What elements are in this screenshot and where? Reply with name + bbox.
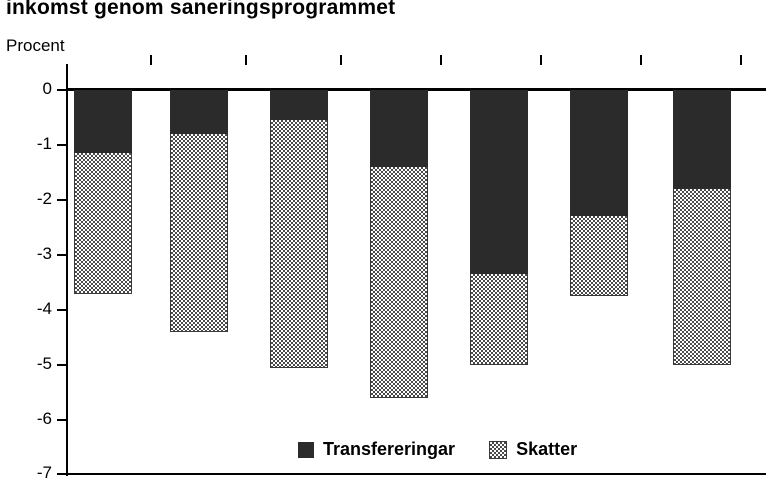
y-tick-mark (57, 309, 66, 311)
plot-area (36, 64, 766, 482)
bar-segment-skatter (370, 167, 428, 398)
legend-label: Transfereringar (323, 439, 456, 459)
y-axis-line (66, 64, 68, 476)
x-tick-mark (440, 55, 442, 65)
bar-segment-transfereringar (270, 90, 328, 120)
y-tick-mark (57, 199, 66, 201)
x-tick-mark (540, 55, 542, 65)
y-tick-label: -7 (36, 463, 52, 482)
y-tick-mark (57, 473, 66, 475)
x-tick-mark (245, 55, 247, 65)
y-tick-label: -3 (36, 244, 52, 263)
bar-segment-transfereringar (74, 90, 132, 153)
x-tick-mark (740, 55, 742, 65)
axis-bottom-line (66, 473, 766, 475)
y-tick-mark (57, 419, 66, 421)
bar-segment-skatter (470, 274, 528, 365)
bar-segment-transfereringar (170, 90, 228, 134)
bar-segment-skatter (673, 189, 731, 365)
y-tick-mark (57, 254, 66, 256)
x-tick-mark (340, 55, 342, 65)
x-tick-mark (150, 55, 152, 65)
bar-segment-transfereringar (370, 90, 428, 167)
y-tick-label: -2 (36, 189, 52, 208)
bar-segment-transfereringar (470, 90, 528, 274)
chart-legend (298, 439, 577, 460)
y-tick-label: -4 (36, 299, 52, 318)
y-tick-label: -1 (36, 134, 52, 153)
dotted-square-icon (489, 441, 507, 459)
legend-item-skatter (489, 439, 577, 460)
x-tick-mark (640, 55, 642, 65)
solid-dark-square-icon (298, 442, 314, 458)
legend-label: Skatter (516, 439, 578, 459)
y-axis-unit-label: Procent (6, 36, 65, 55)
chart-title: inkomst genom saneringsprogrammet (6, 0, 396, 19)
y-tick-mark (57, 364, 66, 366)
y-tick-label: -6 (36, 409, 52, 428)
bar-segment-skatter (570, 216, 628, 296)
bar-segment-skatter (74, 153, 132, 294)
legend-item-transfereringar (298, 439, 455, 460)
bar-segment-transfereringar (673, 90, 731, 189)
y-tick-mark (57, 89, 66, 91)
y-tick-label: -5 (36, 354, 52, 373)
bar-segment-skatter (270, 120, 328, 368)
bar-segment-transfereringar (570, 90, 628, 216)
y-tick-label: 0 (42, 79, 52, 98)
bar-segment-skatter (170, 134, 228, 332)
y-tick-mark (57, 144, 66, 146)
